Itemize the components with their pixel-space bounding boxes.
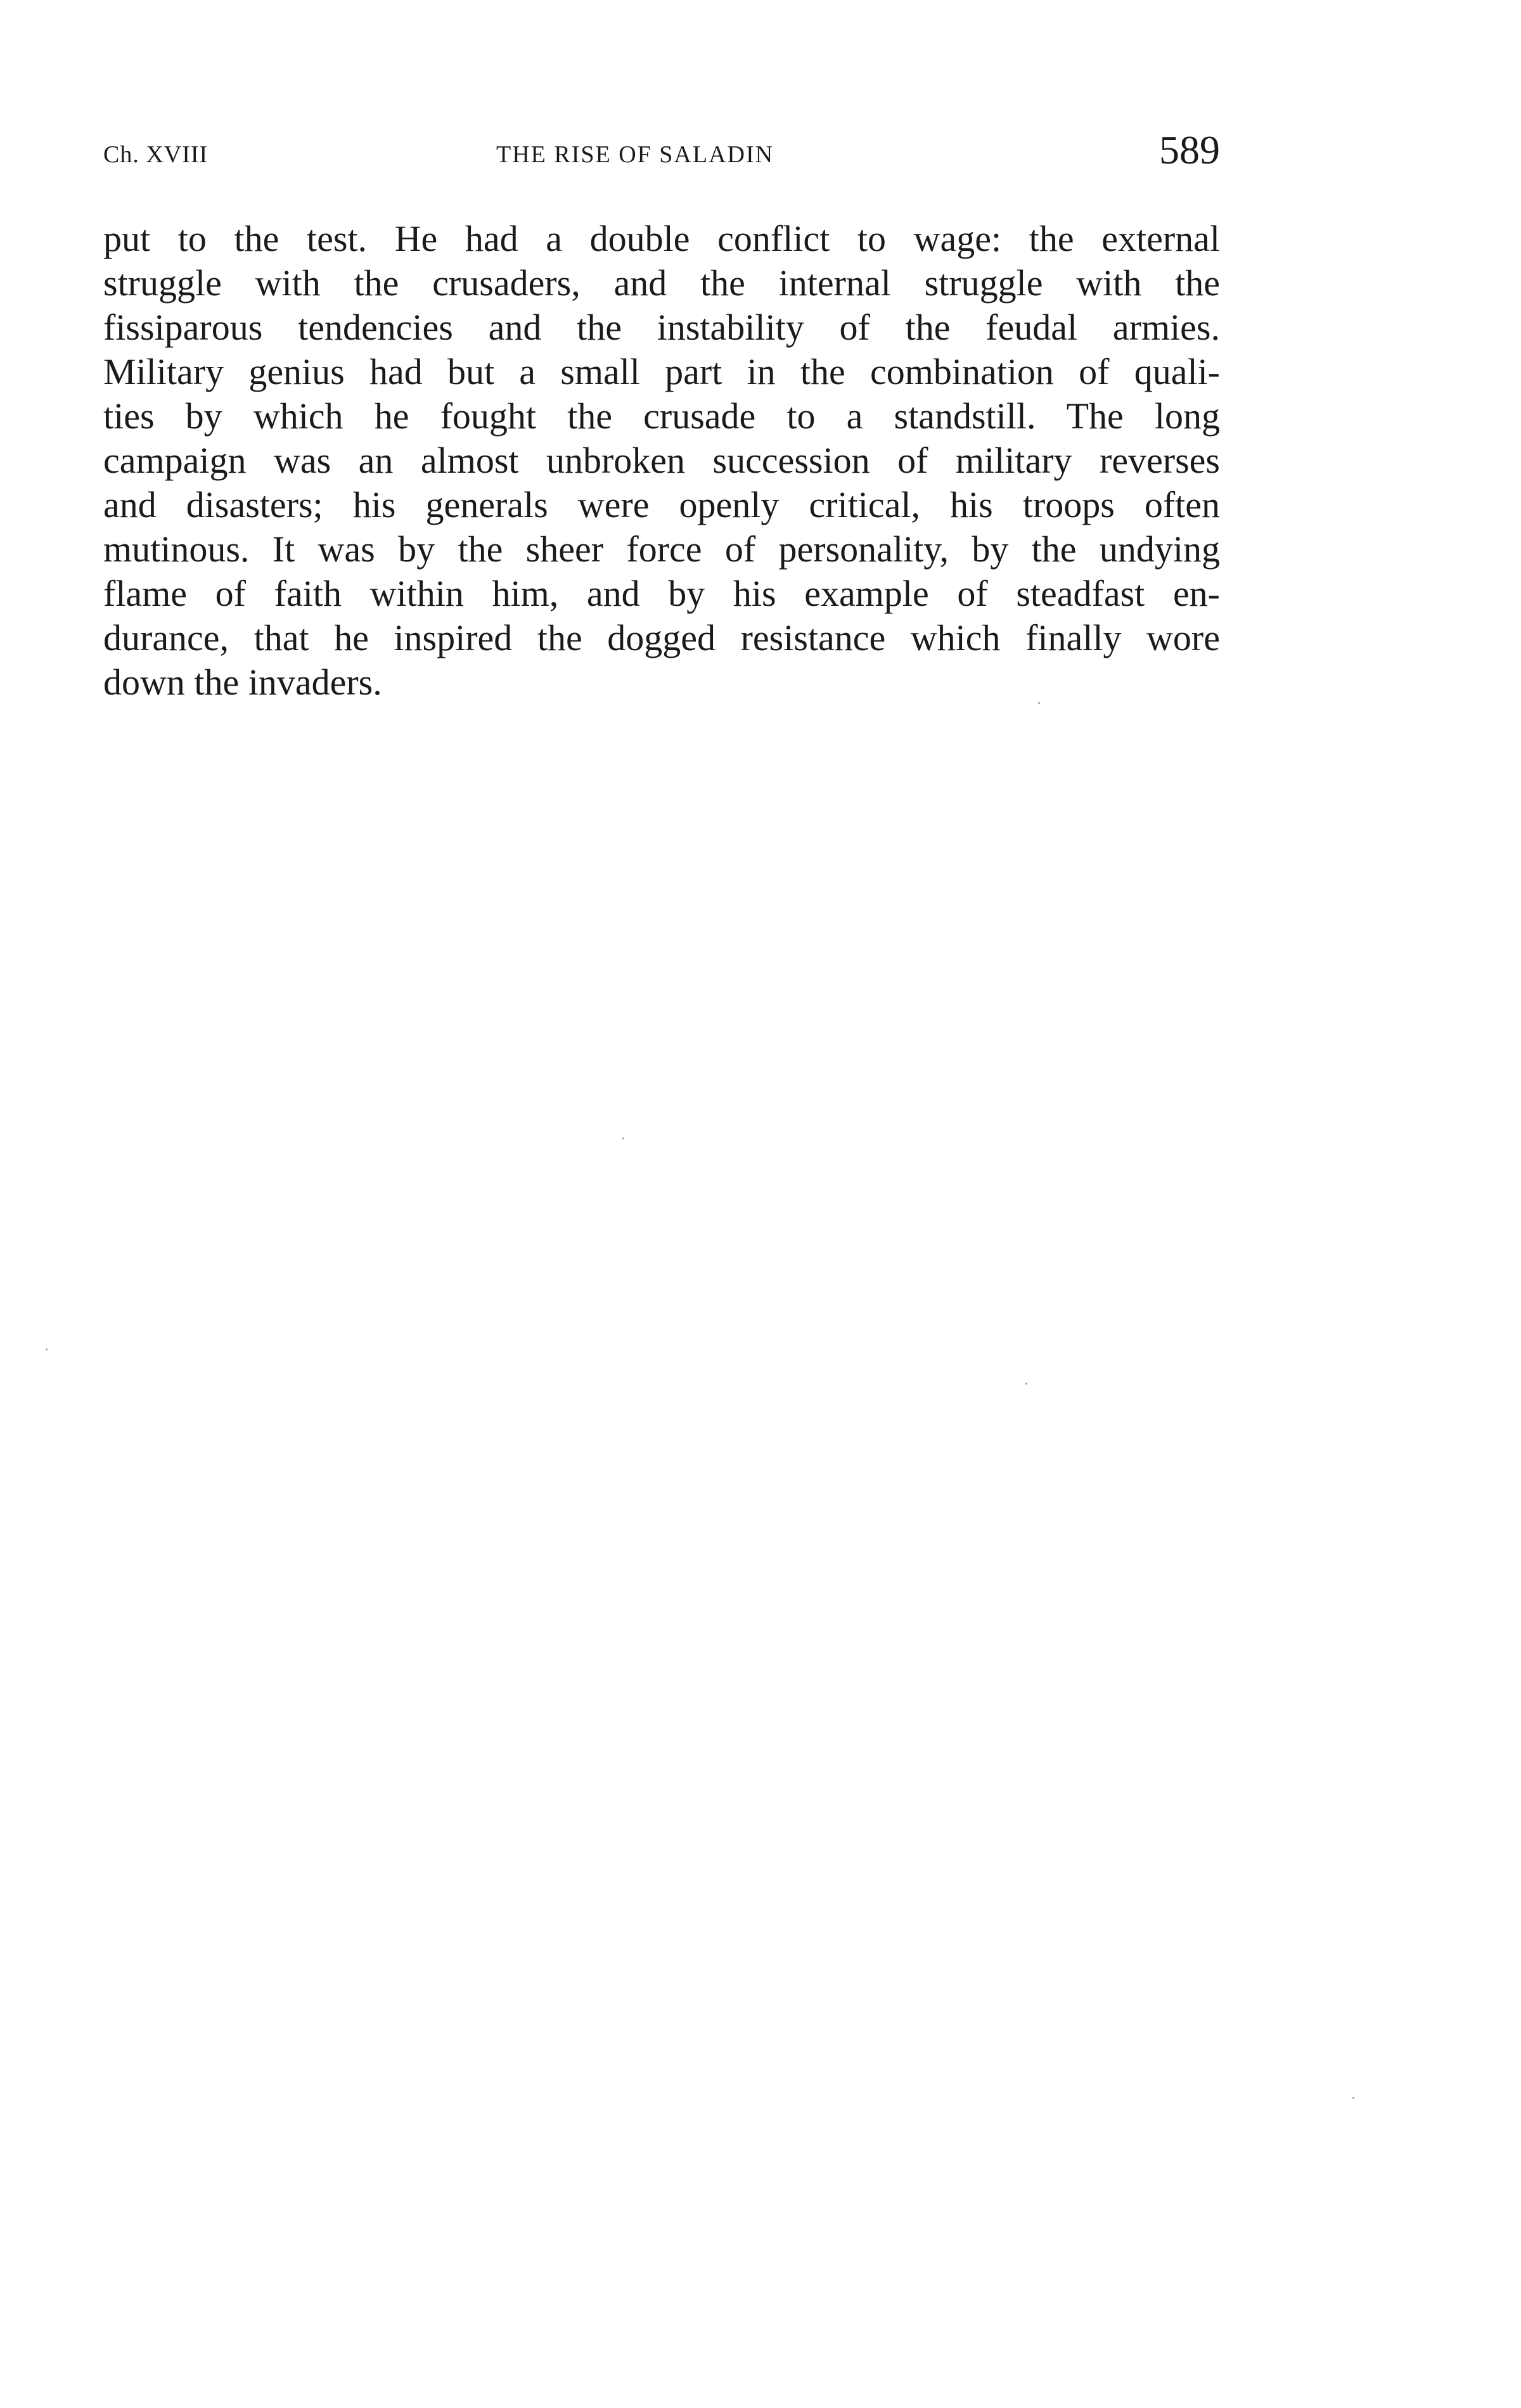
text-line: and disasters; his generals were openly critical, his troops often	[103, 484, 1220, 525]
scan-speck	[46, 1348, 48, 1350]
running-head	[103, 127, 1220, 184]
scan-speck	[1038, 702, 1040, 704]
text-line: durance, that he inspired the dogged resistance which finally wore	[103, 617, 1220, 658]
text-line: campaign was an almost unbroken succession of military reverses	[103, 440, 1220, 481]
text-line: mutinous. It was by the sheer force of personality, by the undying	[103, 528, 1220, 570]
scan-speck	[1025, 1383, 1027, 1385]
text-line: down the invaders.	[103, 662, 382, 703]
scan-speck	[1352, 2097, 1354, 2099]
text-line: Military genius had but a small part in the combination of quali-	[103, 351, 1220, 392]
scan-speck	[622, 1137, 624, 1139]
page-number: 589	[1159, 127, 1220, 172]
text-line: fissiparous tendencies and the instability of the feudal armies.	[103, 307, 1220, 348]
running-title: THE RISE OF SALADIN	[496, 141, 774, 168]
text-line: put to the test. He had a double conflict to wage: the external	[103, 218, 1220, 259]
text-line: struggle with the crusaders, and the internal struggle with the	[103, 262, 1220, 304]
body-paragraph	[103, 217, 1220, 705]
text-line: ties by which he fought the crusade to a standstill. The long	[103, 395, 1220, 437]
text-line: flame of faith within him, and by his example of steadfast en-	[103, 573, 1220, 614]
chapter-label: Ch. XVIII	[103, 141, 209, 168]
